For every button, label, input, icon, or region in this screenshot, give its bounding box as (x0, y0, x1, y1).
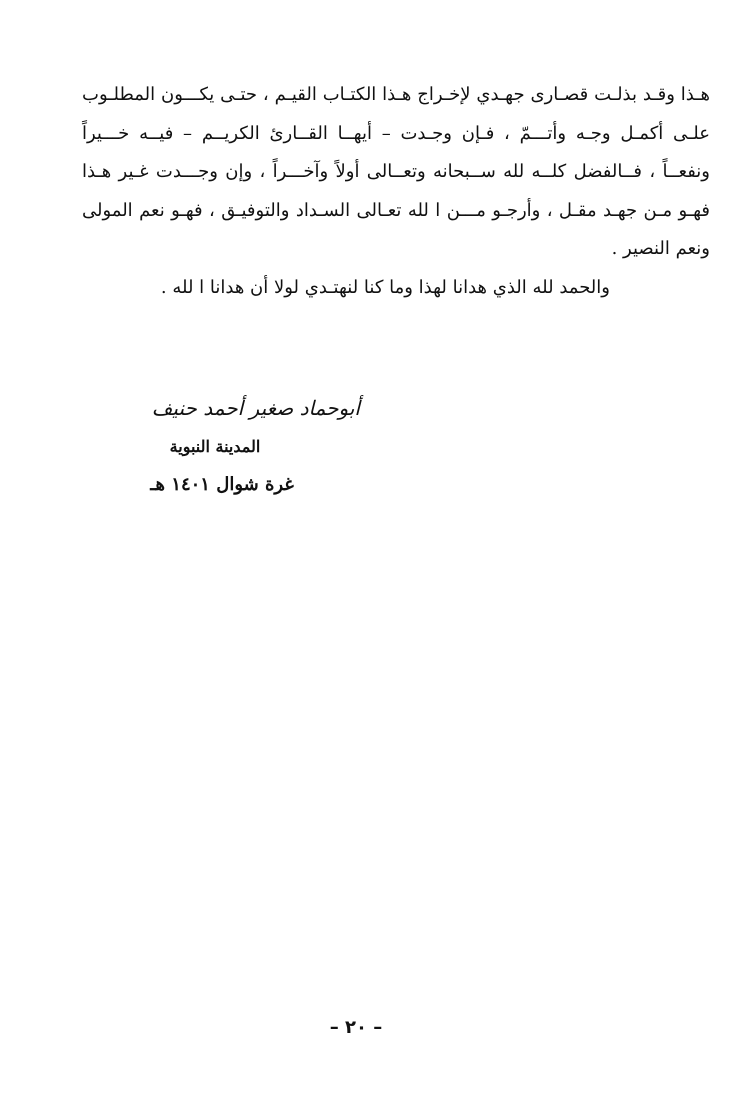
signature-block (120, 388, 360, 504)
page-number: – ٢٠ – (329, 1017, 383, 1038)
signature-city: المدينة النبوية (169, 437, 261, 456)
paragraph-1: هـذا وقـد بذلـت قصـارى جهـدي لإخـراج هـذا الكتـاب القيـم ، حتـى يكـــون المطلـوب علـى أكمـل وجـه وأتـــمّ ، فـإن وجـدت – أيهــا القــارئ الكريــم – فيــه خـــيراً ونفعــاً ، فــالفضل كلــه لله ســبحانه وتعــالى أولاً وآخـــراً ، وإن وجـــدت غـير هـذا فهـو مـن جهـد مقـل ، وأرجـو مـــن ا لله تعـالى السـداد والتوفيـق ، فهـو نعم المولى ونعم النصير . (82, 84, 710, 259)
body-text (82, 76, 710, 307)
paragraph-2: والحمد لله الذي هدانا لهذا وما كنا لنهتـدي لولا أن هدانا ا لله . (160, 276, 610, 298)
signature-name: أبوحماد صغير أحمد حنيف (151, 396, 360, 420)
signature-date: غرة شوال ١٤٠١ هـ (150, 474, 294, 495)
